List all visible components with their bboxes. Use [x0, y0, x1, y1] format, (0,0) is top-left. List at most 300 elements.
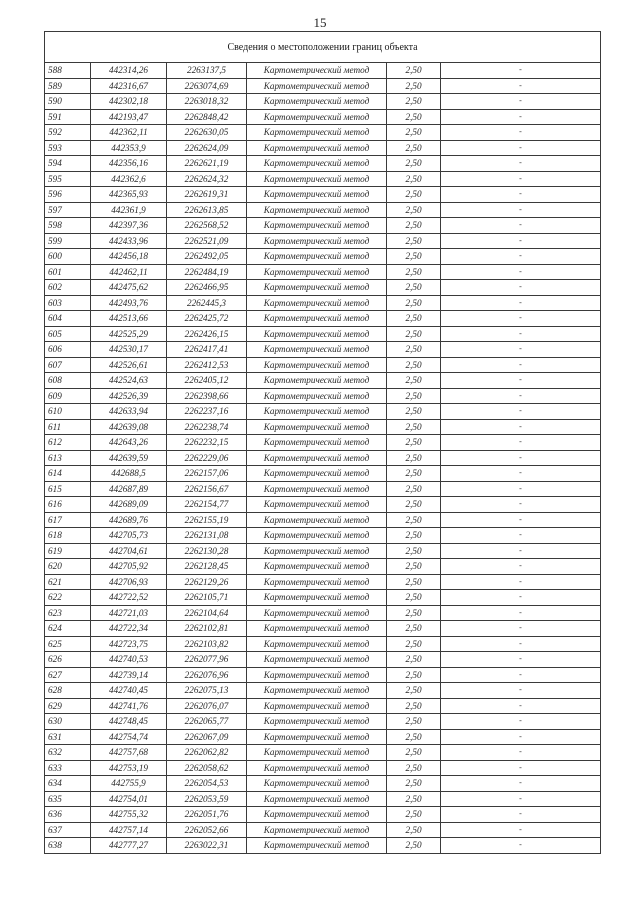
note-cell: - — [441, 543, 601, 559]
y-coordinate-cell: 2262613,85 — [167, 202, 247, 218]
table-row — [45, 512, 601, 528]
method-cell: Картометрический метод — [247, 683, 387, 699]
method-cell: Картометрический метод — [247, 125, 387, 141]
accuracy-cell: 2,50 — [387, 264, 441, 280]
x-coordinate-cell: 442456,18 — [91, 249, 167, 265]
x-coordinate-cell: 442530,17 — [91, 342, 167, 358]
table-row — [45, 481, 601, 497]
point-number-cell: 627 — [45, 667, 91, 683]
x-coordinate-cell: 442777,27 — [91, 838, 167, 854]
method-cell: Картометрический метод — [247, 280, 387, 296]
note-cell: - — [441, 822, 601, 838]
x-coordinate-cell: 442365,93 — [91, 187, 167, 203]
accuracy-cell: 2,50 — [387, 652, 441, 668]
table-row — [45, 187, 601, 203]
y-coordinate-cell: 2262131,08 — [167, 528, 247, 544]
accuracy-cell: 2,50 — [387, 419, 441, 435]
y-coordinate-cell: 2262848,42 — [167, 109, 247, 125]
method-cell: Картометрический метод — [247, 807, 387, 823]
x-coordinate-cell: 442753,19 — [91, 760, 167, 776]
method-cell: Картометрический метод — [247, 528, 387, 544]
point-number-cell: 615 — [45, 481, 91, 497]
table-row — [45, 94, 601, 110]
note-cell: - — [441, 435, 601, 451]
note-cell: - — [441, 125, 601, 141]
method-cell: Картометрический метод — [247, 543, 387, 559]
accuracy-cell: 2,50 — [387, 94, 441, 110]
table-row — [45, 590, 601, 606]
method-cell: Картометрический метод — [247, 838, 387, 854]
x-coordinate-cell: 442754,74 — [91, 729, 167, 745]
y-coordinate-cell: 2262103,82 — [167, 636, 247, 652]
x-coordinate-cell: 442704,61 — [91, 543, 167, 559]
y-coordinate-cell: 2262425,72 — [167, 311, 247, 327]
x-coordinate-cell: 442723,75 — [91, 636, 167, 652]
accuracy-cell: 2,50 — [387, 636, 441, 652]
point-number-cell: 613 — [45, 450, 91, 466]
point-number-cell: 612 — [45, 435, 91, 451]
table-row — [45, 683, 601, 699]
table-row — [45, 667, 601, 683]
x-coordinate-cell: 442722,34 — [91, 621, 167, 637]
y-coordinate-cell: 2262077,96 — [167, 652, 247, 668]
y-coordinate-cell: 2262054,53 — [167, 776, 247, 792]
y-coordinate-cell: 2262417,41 — [167, 342, 247, 358]
accuracy-cell: 2,50 — [387, 807, 441, 823]
note-cell: - — [441, 574, 601, 590]
point-number-cell: 632 — [45, 745, 91, 761]
point-number-cell: 636 — [45, 807, 91, 823]
method-cell: Картометрический метод — [247, 187, 387, 203]
table-row — [45, 218, 601, 234]
table-row — [45, 497, 601, 513]
y-coordinate-cell: 2262067,09 — [167, 729, 247, 745]
table-row — [45, 295, 601, 311]
note-cell: - — [441, 171, 601, 187]
accuracy-cell: 2,50 — [387, 326, 441, 342]
x-coordinate-cell: 442754,01 — [91, 791, 167, 807]
x-coordinate-cell: 442513,66 — [91, 311, 167, 327]
y-coordinate-cell: 2262412,53 — [167, 357, 247, 373]
page-number: 15 — [313, 15, 327, 30]
x-coordinate-cell: 442748,45 — [91, 714, 167, 730]
point-number-cell: 620 — [45, 559, 91, 575]
y-coordinate-cell: 2262053,59 — [167, 791, 247, 807]
method-cell: Картометрический метод — [247, 311, 387, 327]
x-coordinate-cell: 442633,94 — [91, 404, 167, 420]
y-coordinate-cell: 2262521,09 — [167, 233, 247, 249]
method-cell: Картометрический метод — [247, 698, 387, 714]
note-cell: - — [441, 109, 601, 125]
x-coordinate-cell: 442757,14 — [91, 822, 167, 838]
y-coordinate-cell: 2262128,45 — [167, 559, 247, 575]
accuracy-cell: 2,50 — [387, 171, 441, 187]
accuracy-cell: 2,50 — [387, 311, 441, 327]
point-number-cell: 588 — [45, 63, 91, 79]
accuracy-cell: 2,50 — [387, 435, 441, 451]
method-cell: Картометрический метод — [247, 404, 387, 420]
point-number-cell: 625 — [45, 636, 91, 652]
table-row — [45, 233, 601, 249]
method-cell: Картометрический метод — [247, 326, 387, 342]
table-row — [45, 636, 601, 652]
x-coordinate-cell: 442462,11 — [91, 264, 167, 280]
accuracy-cell: 2,50 — [387, 388, 441, 404]
y-coordinate-cell: 2262130,28 — [167, 543, 247, 559]
y-coordinate-cell: 2262104,64 — [167, 605, 247, 621]
note-cell: - — [441, 466, 601, 482]
x-coordinate-cell: 442314,26 — [91, 63, 167, 79]
y-coordinate-cell: 2262062,82 — [167, 745, 247, 761]
note-cell: - — [441, 94, 601, 110]
point-number-cell: 622 — [45, 590, 91, 606]
table-row — [45, 838, 601, 854]
table-row — [45, 760, 601, 776]
table-row — [45, 109, 601, 125]
table-row — [45, 466, 601, 482]
y-coordinate-cell: 2262237,16 — [167, 404, 247, 420]
accuracy-cell: 2,50 — [387, 776, 441, 792]
accuracy-cell: 2,50 — [387, 512, 441, 528]
accuracy-cell: 2,50 — [387, 667, 441, 683]
note-cell: - — [441, 419, 601, 435]
note-cell: - — [441, 63, 601, 79]
method-cell: Картометрический метод — [247, 466, 387, 482]
x-coordinate-cell: 442526,39 — [91, 388, 167, 404]
method-cell: Картометрический метод — [247, 450, 387, 466]
note-cell: - — [441, 373, 601, 389]
x-coordinate-cell: 442524,63 — [91, 373, 167, 389]
accuracy-cell: 2,50 — [387, 357, 441, 373]
note-cell: - — [441, 187, 601, 203]
table-row — [45, 435, 601, 451]
note-cell: - — [441, 388, 601, 404]
method-cell: Картометрический метод — [247, 171, 387, 187]
accuracy-cell: 2,50 — [387, 404, 441, 420]
x-coordinate-cell: 442493,76 — [91, 295, 167, 311]
y-coordinate-cell: 2262229,06 — [167, 450, 247, 466]
x-coordinate-cell: 442755,9 — [91, 776, 167, 792]
y-coordinate-cell: 2262492,05 — [167, 249, 247, 265]
x-coordinate-cell: 442639,59 — [91, 450, 167, 466]
y-coordinate-cell: 2262445,3 — [167, 295, 247, 311]
method-cell: Картометрический метод — [247, 419, 387, 435]
y-coordinate-cell: 2262075,13 — [167, 683, 247, 699]
accuracy-cell: 2,50 — [387, 125, 441, 141]
note-cell: - — [441, 838, 601, 854]
table-row — [45, 78, 601, 94]
accuracy-cell: 2,50 — [387, 466, 441, 482]
table-row — [45, 745, 601, 761]
table-row — [45, 559, 601, 575]
method-cell: Картометрический метод — [247, 342, 387, 358]
accuracy-cell: 2,50 — [387, 249, 441, 265]
method-cell: Картометрический метод — [247, 667, 387, 683]
table-row — [45, 714, 601, 730]
method-cell: Картометрический метод — [247, 388, 387, 404]
note-cell: - — [441, 295, 601, 311]
table-row — [45, 450, 601, 466]
point-number-cell: 614 — [45, 466, 91, 482]
y-coordinate-cell: 2262624,09 — [167, 140, 247, 156]
y-coordinate-cell: 2263137,5 — [167, 63, 247, 79]
note-cell: - — [441, 776, 601, 792]
note-cell: - — [441, 512, 601, 528]
y-coordinate-cell: 2262426,15 — [167, 326, 247, 342]
y-coordinate-cell: 2262466,95 — [167, 280, 247, 296]
accuracy-cell: 2,50 — [387, 543, 441, 559]
y-coordinate-cell: 2262484,19 — [167, 264, 247, 280]
y-coordinate-cell: 2262052,66 — [167, 822, 247, 838]
method-cell: Картометрический метод — [247, 373, 387, 389]
point-number-cell: 593 — [45, 140, 91, 156]
note-cell: - — [441, 311, 601, 327]
x-coordinate-cell: 442688,5 — [91, 466, 167, 482]
table-row — [45, 264, 601, 280]
method-cell: Картометрический метод — [247, 512, 387, 528]
y-coordinate-cell: 2262624,32 — [167, 171, 247, 187]
accuracy-cell: 2,50 — [387, 140, 441, 156]
point-number-cell: 597 — [45, 202, 91, 218]
method-cell: Картометрический метод — [247, 264, 387, 280]
point-number-cell: 623 — [45, 605, 91, 621]
note-cell: - — [441, 605, 601, 621]
y-coordinate-cell: 2262238,74 — [167, 419, 247, 435]
table-row — [45, 342, 601, 358]
y-coordinate-cell: 2262105,71 — [167, 590, 247, 606]
accuracy-cell: 2,50 — [387, 233, 441, 249]
table-row — [45, 621, 601, 637]
x-coordinate-cell: 442706,93 — [91, 574, 167, 590]
y-coordinate-cell: 2262630,05 — [167, 125, 247, 141]
note-cell: - — [441, 280, 601, 296]
accuracy-cell: 2,50 — [387, 450, 441, 466]
y-coordinate-cell: 2262065,77 — [167, 714, 247, 730]
accuracy-cell: 2,50 — [387, 342, 441, 358]
table-title-row — [45, 32, 601, 63]
x-coordinate-cell: 442433,96 — [91, 233, 167, 249]
y-coordinate-cell: 2262058,62 — [167, 760, 247, 776]
y-coordinate-cell: 2262076,07 — [167, 698, 247, 714]
point-number-cell: 591 — [45, 109, 91, 125]
note-cell: - — [441, 264, 601, 280]
note-cell: - — [441, 249, 601, 265]
accuracy-cell: 2,50 — [387, 78, 441, 94]
method-cell: Картометрический метод — [247, 357, 387, 373]
point-number-cell: 618 — [45, 528, 91, 544]
accuracy-cell: 2,50 — [387, 295, 441, 311]
point-number-cell: 611 — [45, 419, 91, 435]
note-cell: - — [441, 652, 601, 668]
note-cell: - — [441, 621, 601, 637]
table-row — [45, 807, 601, 823]
method-cell: Картометрический метод — [247, 218, 387, 234]
point-number-cell: 628 — [45, 683, 91, 699]
method-cell: Картометрический метод — [247, 621, 387, 637]
table-row — [45, 776, 601, 792]
method-cell: Картометрический метод — [247, 481, 387, 497]
accuracy-cell: 2,50 — [387, 156, 441, 172]
point-number-cell: 638 — [45, 838, 91, 854]
y-coordinate-cell: 2262156,67 — [167, 481, 247, 497]
x-coordinate-cell: 442705,92 — [91, 559, 167, 575]
note-cell: - — [441, 636, 601, 652]
table-row — [45, 729, 601, 745]
note-cell: - — [441, 450, 601, 466]
note-cell: - — [441, 497, 601, 513]
y-coordinate-cell: 2262398,66 — [167, 388, 247, 404]
y-coordinate-cell: 2262102,81 — [167, 621, 247, 637]
y-coordinate-cell: 2263074,69 — [167, 78, 247, 94]
accuracy-cell: 2,50 — [387, 760, 441, 776]
table-row — [45, 698, 601, 714]
note-cell: - — [441, 590, 601, 606]
method-cell: Картометрический метод — [247, 822, 387, 838]
table-row — [45, 822, 601, 838]
table-row — [45, 574, 601, 590]
accuracy-cell: 2,50 — [387, 714, 441, 730]
method-cell: Картометрический метод — [247, 760, 387, 776]
x-coordinate-cell: 442757,68 — [91, 745, 167, 761]
table-row — [45, 280, 601, 296]
point-number-cell: 589 — [45, 78, 91, 94]
method-cell: Картометрический метод — [247, 156, 387, 172]
x-coordinate-cell: 442687,89 — [91, 481, 167, 497]
point-number-cell: 601 — [45, 264, 91, 280]
y-coordinate-cell: 2262076,96 — [167, 667, 247, 683]
accuracy-cell: 2,50 — [387, 621, 441, 637]
table-row — [45, 311, 601, 327]
method-cell: Картометрический метод — [247, 559, 387, 575]
point-number-cell: 637 — [45, 822, 91, 838]
accuracy-cell: 2,50 — [387, 497, 441, 513]
note-cell: - — [441, 667, 601, 683]
point-number-cell: 617 — [45, 512, 91, 528]
x-coordinate-cell: 442705,73 — [91, 528, 167, 544]
y-coordinate-cell: 2262157,06 — [167, 466, 247, 482]
point-number-cell: 600 — [45, 249, 91, 265]
x-coordinate-cell: 442361,9 — [91, 202, 167, 218]
note-cell: - — [441, 233, 601, 249]
accuracy-cell: 2,50 — [387, 745, 441, 761]
y-coordinate-cell: 2262154,77 — [167, 497, 247, 513]
x-coordinate-cell: 442643,26 — [91, 435, 167, 451]
method-cell: Картометрический метод — [247, 714, 387, 730]
method-cell: Картометрический метод — [247, 140, 387, 156]
note-cell: - — [441, 326, 601, 342]
x-coordinate-cell: 442362,6 — [91, 171, 167, 187]
x-coordinate-cell: 442362,11 — [91, 125, 167, 141]
x-coordinate-cell: 442316,67 — [91, 78, 167, 94]
accuracy-cell: 2,50 — [387, 822, 441, 838]
method-cell: Картометрический метод — [247, 745, 387, 761]
note-cell: - — [441, 481, 601, 497]
note-cell: - — [441, 78, 601, 94]
accuracy-cell: 2,50 — [387, 280, 441, 296]
point-number-cell: 604 — [45, 311, 91, 327]
x-coordinate-cell: 442639,08 — [91, 419, 167, 435]
y-coordinate-cell: 2262619,31 — [167, 187, 247, 203]
x-coordinate-cell: 442689,09 — [91, 497, 167, 513]
y-coordinate-cell: 2262405,12 — [167, 373, 247, 389]
accuracy-cell: 2,50 — [387, 528, 441, 544]
x-coordinate-cell: 442741,76 — [91, 698, 167, 714]
table-row — [45, 249, 601, 265]
note-cell: - — [441, 342, 601, 358]
y-coordinate-cell: 2263022,31 — [167, 838, 247, 854]
table-body — [45, 63, 601, 854]
point-number-cell: 592 — [45, 125, 91, 141]
y-coordinate-cell: 2263018,32 — [167, 94, 247, 110]
point-number-cell: 595 — [45, 171, 91, 187]
note-cell: - — [441, 760, 601, 776]
table-row — [45, 156, 601, 172]
x-coordinate-cell: 442755,32 — [91, 807, 167, 823]
point-number-cell: 635 — [45, 791, 91, 807]
table-row — [45, 125, 601, 141]
method-cell: Картометрический метод — [247, 605, 387, 621]
point-number-cell: 606 — [45, 342, 91, 358]
method-cell: Картометрический метод — [247, 63, 387, 79]
method-cell: Картометрический метод — [247, 435, 387, 451]
x-coordinate-cell: 442740,53 — [91, 652, 167, 668]
table-row — [45, 404, 601, 420]
accuracy-cell: 2,50 — [387, 63, 441, 79]
point-number-cell: 605 — [45, 326, 91, 342]
x-coordinate-cell: 442689,76 — [91, 512, 167, 528]
point-number-cell: 626 — [45, 652, 91, 668]
method-cell: Картометрический метод — [247, 94, 387, 110]
table-title: Сведения о местоположении границ объекта — [45, 32, 601, 63]
method-cell: Картометрический метод — [247, 233, 387, 249]
x-coordinate-cell: 442722,52 — [91, 590, 167, 606]
point-number-cell: 621 — [45, 574, 91, 590]
note-cell: - — [441, 404, 601, 420]
x-coordinate-cell: 442356,16 — [91, 156, 167, 172]
method-cell: Картометрический метод — [247, 636, 387, 652]
accuracy-cell: 2,50 — [387, 838, 441, 854]
x-coordinate-cell: 442740,45 — [91, 683, 167, 699]
y-coordinate-cell: 2262129,26 — [167, 574, 247, 590]
table-row — [45, 63, 601, 79]
accuracy-cell: 2,50 — [387, 698, 441, 714]
point-number-cell: 629 — [45, 698, 91, 714]
point-number-cell: 619 — [45, 543, 91, 559]
point-number-cell: 633 — [45, 760, 91, 776]
table-row — [45, 140, 601, 156]
y-coordinate-cell: 2262568,52 — [167, 218, 247, 234]
accuracy-cell: 2,50 — [387, 605, 441, 621]
accuracy-cell: 2,50 — [387, 791, 441, 807]
note-cell: - — [441, 807, 601, 823]
note-cell: - — [441, 218, 601, 234]
x-coordinate-cell: 442302,18 — [91, 94, 167, 110]
x-coordinate-cell: 442193,47 — [91, 109, 167, 125]
accuracy-cell: 2,50 — [387, 590, 441, 606]
point-number-cell: 609 — [45, 388, 91, 404]
accuracy-cell: 2,50 — [387, 481, 441, 497]
x-coordinate-cell: 442475,62 — [91, 280, 167, 296]
table-row — [45, 202, 601, 218]
accuracy-cell: 2,50 — [387, 187, 441, 203]
table-row — [45, 419, 601, 435]
accuracy-cell: 2,50 — [387, 683, 441, 699]
note-cell: - — [441, 202, 601, 218]
x-coordinate-cell: 442353,9 — [91, 140, 167, 156]
table-row — [45, 543, 601, 559]
table-row — [45, 791, 601, 807]
method-cell: Картометрический метод — [247, 202, 387, 218]
